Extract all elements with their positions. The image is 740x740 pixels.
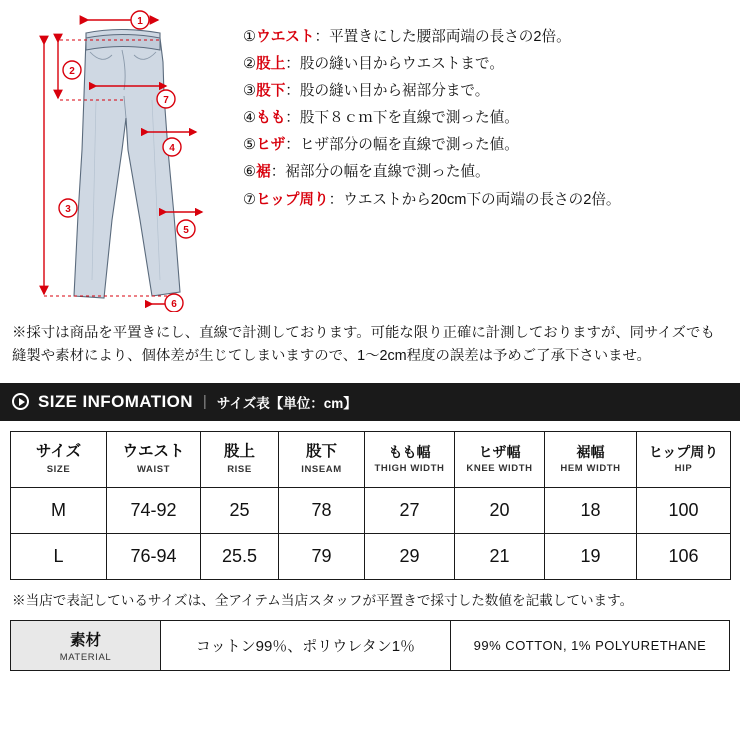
svg-text:5: 5 [183,225,189,236]
cell-knee: 20 [455,487,545,533]
legend-item [243,111,738,126]
legend-number: ② [243,56,257,73]
legend-number: ⑤ [243,137,257,154]
table-row [11,487,731,533]
size-information-subtitle: サイズ表【単位：cm】 [216,395,357,411]
legend-item [243,84,738,99]
col-header-jp: 股下 [305,443,337,461]
legend-item [243,30,738,45]
cell-hip: 100 [637,487,731,533]
svg-text:7: 7 [163,95,169,106]
legend-text: ：股下８ｃｍ下を直線で測った値。 [285,110,519,127]
col-header-rise [201,431,279,487]
col-header-en: SIZE [46,464,71,476]
cell-size: M [11,487,107,533]
svg-text:4: 4 [169,143,175,154]
legend-text: ：股の縫い目から裾部分まで。 [285,83,490,100]
cell-thigh: 29 [365,533,455,579]
legend-text: ：ヒザ部分の幅を直線で測った値。 [285,137,519,154]
legend-key: もも [256,110,286,127]
col-header-jp: ウエスト [122,443,185,461]
play-circle-icon [12,393,29,410]
col-header-size [11,431,107,487]
cell-size: L [11,533,107,579]
legend-item [243,57,738,72]
material-label-jp: 素材 [69,632,101,650]
col-header-jp: もも幅 [388,444,431,461]
material-row [11,621,730,671]
col-header-en: HEM WIDTH [560,463,621,475]
legend-key: ヒザ [256,137,286,154]
legend-number: ① [243,29,257,45]
size-footnote: ※当店で表記しているサイズは、全アイテム当店スタッフが平置きで採寸した数値を記載しています。 [12,592,634,608]
cell-waist: 76-94 [107,533,201,579]
legend-key: 股上 [256,56,286,73]
cell-rise: 25.5 [201,533,279,579]
material-table [10,620,730,671]
size-table-wrapper [0,421,740,580]
col-header-en: INSEAM [301,464,342,476]
svg-text:3: 3 [65,204,71,215]
cell-thigh: 27 [365,487,455,533]
table-header-row [11,431,731,487]
legend-key: ウエスト [256,29,315,45]
legend-key: 裾 [256,164,271,181]
col-header-en: THIGH WIDTH [374,463,445,475]
col-header-jp: ヒザ幅 [478,444,521,461]
material-label-en: MATERIAL [59,652,112,664]
measurement-diagram-section [0,0,740,312]
col-header-hem [545,431,637,487]
material-table-wrapper [0,611,740,671]
cell-hip: 106 [637,533,731,579]
material-label-cell [11,621,161,671]
legend-key: ヒップ周り [256,191,329,208]
col-header-jp: 裾幅 [576,444,605,461]
col-header-thigh [365,431,455,487]
legend-number: ③ [243,83,257,100]
table-row [11,533,731,579]
col-header-jp: 股上 [223,443,255,461]
col-header-knee [455,431,545,487]
cell-waist: 74-92 [107,487,201,533]
legend-item [243,138,738,153]
legend-number: ⑥ [243,164,257,181]
col-header-inseam [279,431,365,487]
legend-text: ：平置きにした腰部両端の長さの2倍。 [314,29,571,45]
measurement-note: ※採寸は商品を平置きにし、直線で計測しております。可能な限り正確に計測しておりますが、同サイズでも縫製や素材により、個体差が生じてしまいますので、1〜2cm程度の誤差は予めご了承下さいませ。 [12,325,715,365]
size-information-title: SIZE INFOMATION [38,391,193,411]
cell-inseam: 79 [279,533,365,579]
header-divider: | [202,393,207,411]
legend-item [243,165,738,180]
size-table [10,431,731,580]
svg-text:1: 1 [137,16,143,27]
size-information-header [0,383,740,421]
cell-hem: 19 [545,533,637,579]
legend-text: ：ウエストから20cm下の両端の長さの2倍。 [328,191,621,208]
col-header-en: HIP [674,463,693,475]
jeans-diagram [0,0,240,312]
legend-key: 股下 [256,83,286,100]
cell-knee: 21 [455,533,545,579]
cell-hem: 18 [545,487,637,533]
legend-number: ④ [243,110,257,127]
col-header-hip [637,431,731,487]
col-header-jp: サイズ [35,443,82,461]
cell-inseam: 78 [279,487,365,533]
col-header-waist [107,431,201,487]
svg-text:2: 2 [69,66,75,77]
legend-list [243,30,738,220]
col-header-en: KNEE WIDTH [466,463,533,475]
material-value-jp: コットン99％、ポリウレタン1％ [161,621,451,671]
col-header-jp: ヒップ周り [648,444,719,461]
cell-rise: 25 [201,487,279,533]
legend-text: ：股の縫い目からウエストまで。 [285,56,504,73]
legend-number: ⑦ [243,191,257,208]
svg-text:6: 6 [171,299,177,310]
material-value-en: 99% COTTON, 1% POLYURETHANE [451,621,730,671]
col-header-en: WAIST [136,464,171,476]
legend-text: ：裾部分の幅を直線で測った値。 [270,164,490,181]
col-header-en: RISE [227,464,252,476]
legend-item [243,193,738,208]
